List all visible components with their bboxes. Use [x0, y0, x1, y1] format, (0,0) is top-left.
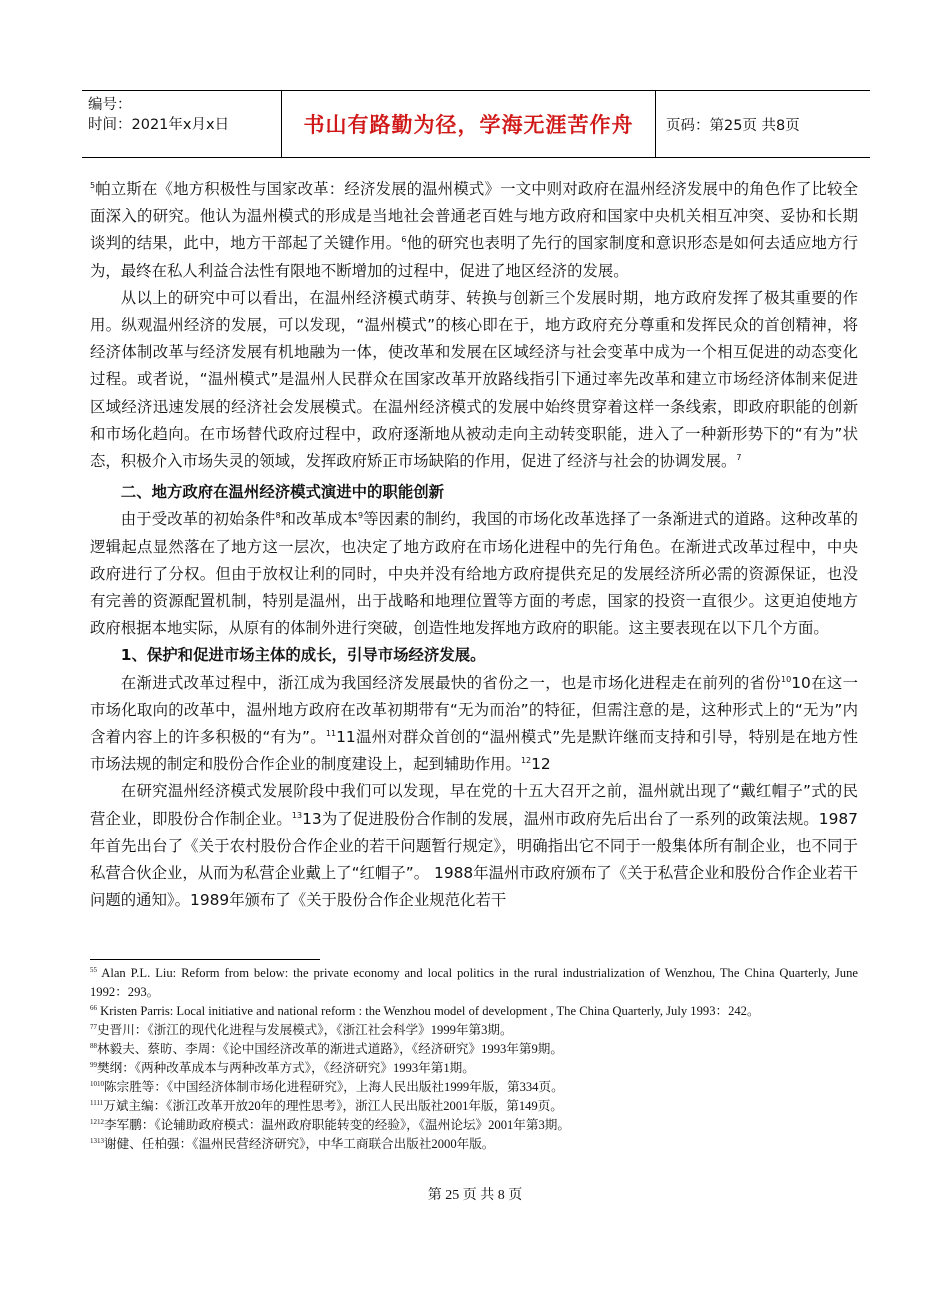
header-page-cell — [656, 91, 870, 157]
subsection-heading: 1、保护和促进市场主体的成长，引导市场经济发展。 — [120, 646, 486, 665]
header-meta — [82, 91, 282, 157]
paragraph-text: 11温州对群众首创的“温州模式”先是默许继而支持和引导，特别是在地方性市场法规的制定和股份合作企业的制度建设上，起到辅助作用。 — [90, 728, 858, 774]
footnote-ref[interactable]: 13 — [291, 810, 303, 820]
paragraph-text: 在渐进式改革过程中，浙江成为我国经济发展最快的省份之一，也是市场化进程走在前列的省份 — [120, 673, 782, 692]
footnote-ref[interactable]: 6 — [401, 235, 407, 245]
footnote-separator — [90, 959, 320, 960]
footnote-ref[interactable]: 5 — [90, 180, 96, 190]
paragraph-text: 帕立斯在《地方积极性与国家改革：经济发展的温州模式》一文中则对政府在温州经济发展中的角色作了比较全面深入的研究。他认为温州模式的形成是当地社会普通老百姓与地方政府和国家中央机关相互冲突、妥协和长期谈判的结果，此中，地方干部起了关键作用。 — [90, 180, 858, 253]
footnote-number: 66 — [90, 1003, 97, 1012]
footnote-ref[interactable]: 9 — [357, 511, 364, 521]
footnotes — [90, 964, 858, 1154]
document-body — [90, 176, 858, 914]
paragraph-text: 12 — [531, 755, 551, 774]
footnote-item — [90, 1078, 858, 1097]
footnote-item — [90, 1116, 858, 1135]
footnote-ref[interactable]: 12 — [520, 756, 532, 766]
footnote-ref[interactable]: 8 — [275, 511, 281, 521]
footnote-text: 李军鹏：《论辅助政府模式：温州政府职能转变的经验》，《温州论坛》2001年第3期。 — [104, 1118, 570, 1132]
paragraph-text: 他的研究也表明了先行的国家制度和意识形态是如何去适应地方行为，最终在私人利益合法性有限地不断增加的过程中，促进了地区经济的发展。 — [90, 234, 858, 280]
paragraph-text: 由于受改革的初始条件 — [120, 510, 276, 529]
paragraph-text: 和改革成本 — [280, 510, 358, 529]
footnote-item — [90, 964, 858, 1002]
footnote-text: Alan P.L. Liu: Reform from below: the private economy and local politics in the rural industrialization of Wenzhou, The China Quarterly, June 1992：293。 — [90, 966, 858, 999]
footnote-number: 77 — [90, 1022, 97, 1031]
footnote-item — [90, 1059, 858, 1078]
footnote-ref[interactable]: 7 — [736, 452, 742, 462]
paragraph-text: 10在这一市场化取向的改革中，温州地方政府在改革初期带有“无为而治”的特征，但需注意的是，这种形式上的“无为”内含着内容上的许多积极的“有为”。 — [90, 673, 858, 747]
paragraph-text: 等因素的制约，我国的市场化改革选择了一条渐进式的道路。这种改革的逻辑起点显然落在了地方这一层次，也决定了地方政府在市场化进程中的先行角色。在渐进式改革过程中，中央政府进行了分权。但由于放权让利的同时，中央并没有给地方政府提供充足的发展经济所必需的资源保证，也没有完善的资源配置机制，特别是温州，出于战略和地理位置等方面的考虑，国家的投资一直很少。这更迫使地方政府根据本地实际，从原有的体制外进行突破，创造性地发挥地方政府的职能。这主要表现在以下几个方面。 — [90, 510, 858, 638]
page-header — [82, 90, 870, 158]
header-page-number: 页码：第25页 共8页 — [666, 117, 800, 134]
footnote-text: 林毅夫、蔡昉、李周：《论中国经济改革的渐进式道路》，《经济研究》1993年第9期。 — [97, 1042, 563, 1056]
footnote-number: 99 — [90, 1060, 97, 1069]
footnote-text: Kristen Parris: Local initiative and national reform : the Wenzhou model of development , The China Quarterly, July 1993：242。 — [97, 1004, 760, 1018]
paragraph-text: 在研究温州经济模式发展阶段中我们可以发现，早在党的十五大召开之前，温州就出现了“戴红帽子”式的民营企业，即股份合作制企业。 — [90, 782, 858, 828]
paragraph-summary — [90, 285, 858, 475]
footnote-number: 88 — [90, 1041, 97, 1050]
footnote-number: 1010 — [90, 1079, 104, 1088]
paragraph-parris — [90, 176, 858, 285]
footnote-item — [90, 1040, 858, 1059]
paragraph-text: 13为了促进股份合作制的发展，温州市政府先后出台了一系列的政策法规。1987年首先出台了《关于农村股份合作企业的若干问题暂行规定》，明确指出它不同于一般集体所有制企业，也不同于私营合伙企业，从而为私营企业戴上了“红帽子”。 1988年温州市政府颁布了《关于私营企业和股份合作企业若干问题的通知》。1989年颁布了《关于股份合作企业规范化若干 — [90, 809, 858, 910]
footnote-number: 55 — [90, 965, 97, 974]
paragraph-market-subject — [90, 670, 858, 779]
footnote-number: 1111 — [90, 1098, 104, 1107]
footnote-text: 樊纲：《两种改革成本与两种改革方式》，《经济研究》1993年第1期。 — [97, 1061, 475, 1075]
footnote-item — [90, 1021, 858, 1040]
page-footer: 第 25 页 共 8 页 — [427, 1188, 523, 1203]
paragraph-text: 从以上的研究中可以看出，在温州经济模式萌芽、转换与创新三个发展时期，地方政府发挥了极其重要的作用。纵观温州经济的发展，可以发现，“温州模式”的核心即在于，地方政府充分尊重和发挥民众的首创精神，将经济体制改革与经济发展有机地融为一体，使改革和发展在区域经济与社会变革中成为一个相互促进的动态变化过程。或者说，“温州模式”是温州人民群众在国家改革开放路线指引下通过率先改革和建立市场经济体制来促进区域经济迅速发展的经济社会发展模式。在温州经济模式的发展中始终贯穿着这样一条线索，即政府职能的创新和市场化趋向。在市场替代政府过程中，政府逐渐地从被动走向主动转变职能，进入了一种新形势下的“有为”状态，积极介入市场失灵的领域，发挥政府矫正市场缺陷的作用，促进了经济与社会的协调发展。 — [90, 288, 858, 471]
header-motto: 书山有路勤为径，学海无涯苦作舟 — [303, 112, 634, 137]
footnote-text: 万斌主编：《浙江改革开放20年的理性思考》，浙江人民出版社2001年版，第149页。 — [103, 1099, 563, 1113]
paragraph-gradual-reform — [90, 506, 858, 642]
footnote-text: 陈宗胜等：《中国经济体制市场化进程研究》，上海人民出版社1999年版，第334页。 — [104, 1080, 564, 1094]
time-label: 时间：2021年x月x日 — [88, 117, 230, 133]
section-heading: 二、地方政府在温州经济模式演进中的职能创新 — [120, 483, 445, 502]
footnote-ref[interactable]: 10 — [781, 674, 792, 684]
footnote-text: 史晋川：《浙江的现代化进程与发展模式》，《浙江社会科学》1999年第3期。 — [97, 1023, 513, 1037]
footnote-item — [90, 1097, 858, 1116]
header-motto-cell — [282, 91, 656, 157]
footnote-ref[interactable]: 11 — [325, 728, 337, 738]
footnote-number: 1212 — [90, 1117, 104, 1126]
footnote-text: 谢健、任柏强：《温州民营经济研究》，中华工商联合出版社2000年版。 — [104, 1137, 495, 1151]
serial-label: 编号： — [88, 97, 132, 113]
footnote-item — [90, 1135, 858, 1154]
paragraph-red-hat — [90, 778, 858, 914]
footnote-number: 1313 — [90, 1136, 104, 1145]
footnote-item — [90, 1002, 858, 1021]
